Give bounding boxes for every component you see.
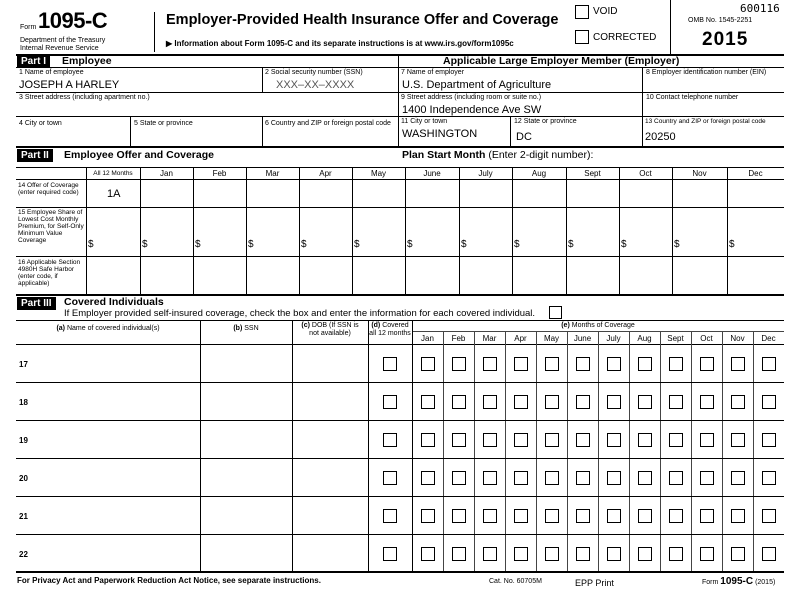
row15-dollar-2[interactable]: $ (195, 239, 201, 250)
part2-month-header-1: Jan (160, 169, 173, 178)
covered-month-checkbox-17-9[interactable] (700, 357, 714, 371)
covered-month-checkbox-21-6[interactable] (607, 509, 621, 523)
covered-ssn-field-20[interactable] (202, 460, 290, 494)
part2-month-header-2: Feb (212, 169, 227, 178)
covered-month-checkbox-22-10[interactable] (731, 547, 745, 561)
form-reference (702, 576, 775, 587)
covered-month-checkbox-18-4[interactable] (545, 395, 559, 409)
part2-month-header-4: Apr (319, 169, 332, 178)
covered-month-checkbox-20-0[interactable] (421, 471, 435, 485)
covered-month-checkbox-21-2[interactable] (483, 509, 497, 523)
covered-month-checkbox-19-8[interactable] (669, 433, 683, 447)
covered-month-checkbox-21-9[interactable] (700, 509, 714, 523)
covered-row-number-20: 20 (19, 474, 28, 483)
covered-row-number-19: 19 (19, 436, 28, 445)
employee-name-field[interactable]: JOSEPH A HARLEY (19, 79, 120, 91)
privacy-notice: For Privacy Act and Paperwork Reduction Act Notice, see separate instructions. (17, 576, 321, 585)
covered-month-checkbox-22-5[interactable] (576, 547, 590, 561)
form-header (0, 0, 800, 54)
label-city: 4 City or town (19, 120, 62, 127)
form-code: 600116 (740, 2, 780, 15)
epp-print: EPP Print (575, 578, 614, 588)
employer-zip-field[interactable]: 20250 (645, 131, 676, 143)
covered-month-checkbox-22-0[interactable] (421, 547, 435, 561)
label-employer-name: 7 Name of employer (401, 69, 465, 76)
covered-month-checkbox-17-8[interactable] (669, 357, 683, 371)
covered-month-checkbox-19-5[interactable] (576, 433, 590, 447)
col-e-letter: (e) (561, 322, 570, 329)
covered-month-checkbox-19-9[interactable] (700, 433, 714, 447)
covered-month-checkbox-17-4[interactable] (545, 357, 559, 371)
covered-name-field-17[interactable] (40, 346, 198, 380)
form-prefix: Form (20, 24, 37, 31)
covered-name-field-18[interactable] (40, 384, 198, 418)
employee-ssn-field[interactable]: XXX–XX–XXXX (276, 79, 355, 91)
covered-month-checkbox-21-7[interactable] (638, 509, 652, 523)
part3-title: Covered Individuals (64, 296, 164, 308)
row15-dollar-4[interactable]: $ (301, 239, 307, 250)
part2-month-header-7: July (478, 169, 493, 178)
covered-row-number-17: 17 (19, 360, 28, 369)
part2-month-header-12: Dec (748, 169, 763, 178)
employer-section-title: Applicable Large Employer Member (Employer) (443, 55, 680, 67)
employer-city-field[interactable]: WASHINGTON (402, 128, 478, 140)
corrected-checkbox[interactable] (575, 30, 589, 44)
covered-month-checkbox-18-6[interactable] (607, 395, 621, 409)
covered-ssn-field-19[interactable] (202, 422, 290, 456)
col-c-header (292, 322, 368, 338)
covered-month-checkbox-18-5[interactable] (576, 395, 590, 409)
covered-ssn-field-18[interactable] (202, 384, 290, 418)
form-title: Employer-Provided Health Insurance Offer and Coverage (166, 12, 559, 28)
part3-month-header-5: June (573, 334, 592, 343)
row15-dollar-9[interactable]: $ (568, 239, 574, 250)
col-a-header (16, 324, 200, 333)
covered-month-checkbox-22-2[interactable] (483, 547, 497, 561)
row15-label: 15 Employee Share of Lowest Cost Monthly Premium, for Self-Only Minimum Value Coverage (18, 209, 84, 244)
covered-month-checkbox-20-10[interactable] (731, 471, 745, 485)
row14-label: 14 Offer of Coverage (enter required code) (18, 182, 79, 196)
plan-start-month-label (402, 149, 593, 161)
covered-month-checkbox-22-4[interactable] (545, 547, 559, 561)
part2-month-header-9: Sept (584, 169, 601, 178)
covered-ssn-field-17[interactable] (202, 346, 290, 380)
col-c-letter: (c) (301, 322, 310, 329)
row15-dollar-6[interactable]: $ (407, 239, 413, 250)
covered-month-checkbox-22-1[interactable] (452, 547, 466, 561)
part3-note: If Employer provided self-insured coverage, check the box and enter the information for each covered individual. (64, 308, 536, 319)
covered-month-checkbox-22-9[interactable] (700, 547, 714, 561)
part1-tag: Part I (17, 55, 50, 68)
covered-month-checkbox-18-0[interactable] (421, 395, 435, 409)
covered-all-12-checkbox-22[interactable] (383, 547, 397, 561)
covered-month-checkbox-19-7[interactable] (638, 433, 652, 447)
void-label: VOID (593, 6, 618, 17)
part3-month-header-9: Oct (700, 334, 713, 343)
form-reference-number: 1095-C (720, 576, 754, 587)
covered-month-checkbox-22-7[interactable] (638, 547, 652, 561)
covered-row-number-22: 22 (19, 550, 28, 559)
form-number: 1095-C (38, 8, 108, 33)
part3-month-header-1: Feb (451, 334, 466, 343)
part3-month-header-2: Mar (482, 334, 497, 343)
covered-month-checkbox-22-11[interactable] (762, 547, 776, 561)
tax-year: 2015 (702, 29, 749, 50)
col-b-letter: (b) (233, 325, 243, 332)
covered-month-checkbox-18-7[interactable] (638, 395, 652, 409)
covered-dob-field-19[interactable] (294, 422, 366, 456)
part3-tag: Part III (17, 297, 56, 310)
part3-month-header-3: Apr (514, 334, 527, 343)
col-d-text1: Covered (382, 322, 409, 329)
col-c-text2: not available) (309, 330, 351, 337)
row14-all-12-months-field[interactable]: 1A (107, 188, 121, 200)
covered-month-checkbox-20-6[interactable] (607, 471, 621, 485)
covered-month-checkbox-22-3[interactable] (514, 547, 528, 561)
part3-month-header-8: Sept (667, 334, 684, 343)
row15-dollar-8[interactable]: $ (514, 239, 520, 250)
row15-dollar-0[interactable]: $ (88, 239, 94, 250)
col-b-title: SSN (244, 325, 259, 332)
covered-name-field-19[interactable] (40, 422, 198, 456)
covered-month-checkbox-20-11[interactable] (762, 471, 776, 485)
covered-dob-field-20[interactable] (294, 460, 366, 494)
part2-title: Employee Offer and Coverage (64, 149, 214, 161)
covered-ssn-field-21[interactable] (202, 498, 290, 532)
col-e-header (412, 321, 784, 330)
col-b-header (200, 324, 292, 333)
covered-all-12-checkbox-20[interactable] (383, 471, 397, 485)
covered-month-checkbox-17-2[interactable] (483, 357, 497, 371)
covered-month-checkbox-18-1[interactable] (452, 395, 466, 409)
covered-month-checkbox-21-4[interactable] (545, 509, 559, 523)
part3-month-header-4: May (543, 334, 560, 343)
part2-month-header-8: Aug (531, 169, 547, 178)
covered-month-checkbox-18-11[interactable] (762, 395, 776, 409)
covered-dob-field-18[interactable] (294, 384, 366, 418)
part1-title: Employee (62, 55, 112, 67)
part2-month-header-10: Oct (639, 169, 652, 178)
employer-state-field[interactable]: DC (516, 131, 532, 143)
form-reference-prefix: Form (702, 579, 719, 586)
part3-month-header-7: Aug (637, 334, 652, 343)
covered-month-checkbox-21-0[interactable] (421, 509, 435, 523)
row15-dollar-10[interactable]: $ (621, 239, 627, 250)
part2-month-header-0: All 12 Months (93, 170, 133, 177)
covered-month-checkbox-17-10[interactable] (731, 357, 745, 371)
label-employer-country-zip: 13 Country and ZIP or foreign postal code (645, 118, 766, 125)
label-ein: 8 Employer identification number (EIN) (646, 69, 767, 76)
part2-month-header-11: Nov (692, 169, 707, 178)
covered-month-checkbox-20-1[interactable] (452, 471, 466, 485)
covered-dob-field-22[interactable] (294, 536, 366, 570)
covered-month-checkbox-19-0[interactable] (421, 433, 435, 447)
covered-dob-field-21[interactable] (294, 498, 366, 532)
covered-month-checkbox-20-7[interactable] (638, 471, 652, 485)
part2-month-header-5: May (370, 169, 387, 178)
covered-month-checkbox-21-10[interactable] (731, 509, 745, 523)
label-ssn: 2 Social security number (SSN) (265, 69, 363, 76)
col-d-line1 (371, 322, 408, 329)
covered-month-checkbox-18-9[interactable] (700, 395, 714, 409)
row15-dollar-5[interactable]: $ (354, 239, 360, 250)
label-contact-phone: 10 Contact telephone number (646, 94, 739, 101)
part2-month-header-3: Mar (265, 169, 280, 178)
covered-month-checkbox-19-11[interactable] (762, 433, 776, 447)
part3-month-header-10: Nov (730, 334, 745, 343)
label-name-of-employee: 1 Name of employee (19, 69, 84, 76)
plan-start-month-title: Plan Start Month (402, 149, 486, 161)
covered-month-checkbox-17-5[interactable] (576, 357, 590, 371)
part3-month-header-11: Dec (761, 334, 776, 343)
department-label: Department of the Treasury (20, 37, 106, 44)
covered-month-checkbox-17-7[interactable] (638, 357, 652, 371)
covered-month-checkbox-17-6[interactable] (607, 357, 621, 371)
row15-dollar-12[interactable]: $ (729, 239, 735, 250)
col-e-title: Months of Coverage (571, 322, 635, 329)
covered-month-checkbox-19-2[interactable] (483, 433, 497, 447)
col-d-letter: (d) (371, 322, 381, 329)
covered-month-checkbox-18-3[interactable] (514, 395, 528, 409)
covered-month-checkbox-20-2[interactable] (483, 471, 497, 485)
employer-street-field[interactable]: 1400 Independence Ave SW (402, 104, 542, 116)
covered-row-number-21: 21 (19, 512, 28, 521)
covered-month-checkbox-20-4[interactable] (545, 471, 559, 485)
catalog-number: Cat. No. 60705M (489, 578, 542, 585)
covered-month-checkbox-17-3[interactable] (514, 357, 528, 371)
covered-month-checkbox-19-10[interactable] (731, 433, 745, 447)
covered-row-number-18: 18 (19, 398, 28, 407)
irs-label: Internal Revenue Service (20, 45, 99, 52)
plan-start-month-note: (Enter 2-digit number): (488, 149, 594, 161)
covered-month-checkbox-22-8[interactable] (669, 547, 683, 561)
covered-all-12-checkbox-18[interactable] (383, 395, 397, 409)
covered-name-field-20[interactable] (40, 460, 198, 494)
covered-month-checkbox-21-3[interactable] (514, 509, 528, 523)
label-employer-state: 12 State or province (514, 118, 577, 125)
col-a-letter: (a) (56, 325, 65, 332)
covered-dob-field-17[interactable] (294, 346, 366, 380)
covered-month-checkbox-22-6[interactable] (607, 547, 621, 561)
form-reference-year: (2015) (755, 579, 776, 586)
covered-month-checkbox-21-11[interactable] (762, 509, 776, 523)
row15-dollar-11[interactable]: $ (674, 239, 680, 250)
covered-ssn-field-22[interactable] (202, 536, 290, 570)
corrected-label: CORRECTED (593, 32, 657, 43)
covered-month-checkbox-19-1[interactable] (452, 433, 466, 447)
covered-month-checkbox-17-11[interactable] (762, 357, 776, 371)
covered-month-checkbox-20-3[interactable] (514, 471, 528, 485)
covered-month-checkbox-18-10[interactable] (731, 395, 745, 409)
col-a-title: Name of covered individual(s) (66, 325, 160, 332)
covered-name-field-22[interactable] (40, 536, 198, 570)
covered-month-checkbox-19-4[interactable] (545, 433, 559, 447)
covered-month-checkbox-21-8[interactable] (669, 509, 683, 523)
part3-month-header-6: July (606, 334, 621, 343)
part2-tag: Part II (17, 149, 53, 162)
covered-month-checkbox-21-5[interactable] (576, 509, 590, 523)
covered-all-12-checkbox-17[interactable] (383, 357, 397, 371)
covered-month-checkbox-18-8[interactable] (669, 395, 683, 409)
covered-all-12-checkbox-19[interactable] (383, 433, 397, 447)
covered-all-12-checkbox-21[interactable] (383, 509, 397, 523)
covered-month-checkbox-19-3[interactable] (514, 433, 528, 447)
covered-month-checkbox-20-5[interactable] (576, 471, 590, 485)
label-state: 5 State or province (134, 120, 193, 127)
employer-name-field[interactable]: U.S. Department of Agriculture (402, 79, 552, 91)
covered-month-checkbox-21-1[interactable] (452, 509, 466, 523)
omb-number: OMB No. 1545-2251 (688, 17, 753, 24)
row15-dollar-7[interactable]: $ (461, 239, 467, 250)
part3-month-header-0: Jan (421, 334, 434, 343)
covered-month-checkbox-17-0[interactable] (421, 357, 435, 371)
col-c-text1: DOB (If SSN is (311, 322, 359, 329)
row15-dollar-3[interactable]: $ (248, 239, 254, 250)
row15-dollar-1[interactable]: $ (142, 239, 148, 250)
void-checkbox[interactable] (575, 5, 589, 19)
label-street-address: 3 Street address (including apartment no.) (19, 94, 150, 101)
row16-label: 16 Applicable Section 4980H Safe Harbor (enter code, if applicable) (18, 259, 81, 287)
covered-name-field-21[interactable] (40, 498, 198, 532)
part2-month-header-6: June (423, 169, 441, 178)
col-d-text2: all 12 months (369, 330, 411, 337)
label-employer-street: 9 Street address (including room or suite no.) (401, 94, 542, 101)
form-info-line: ▶ Information about Form 1095-C and its separate instructions is at www.irs.gov/form1095c (166, 39, 514, 48)
col-c-line1 (301, 322, 358, 329)
covered-month-checkbox-19-6[interactable] (607, 433, 621, 447)
covered-month-checkbox-20-8[interactable] (669, 471, 683, 485)
self-insured-checkbox[interactable] (549, 306, 562, 319)
col-d-header (368, 322, 412, 338)
covered-month-checkbox-18-2[interactable] (483, 395, 497, 409)
label-country-zip: 6 Country and ZIP or foreign postal code (265, 120, 391, 127)
covered-month-checkbox-20-9[interactable] (700, 471, 714, 485)
covered-month-checkbox-17-1[interactable] (452, 357, 466, 371)
label-employer-city: 11 City or town (401, 118, 448, 125)
